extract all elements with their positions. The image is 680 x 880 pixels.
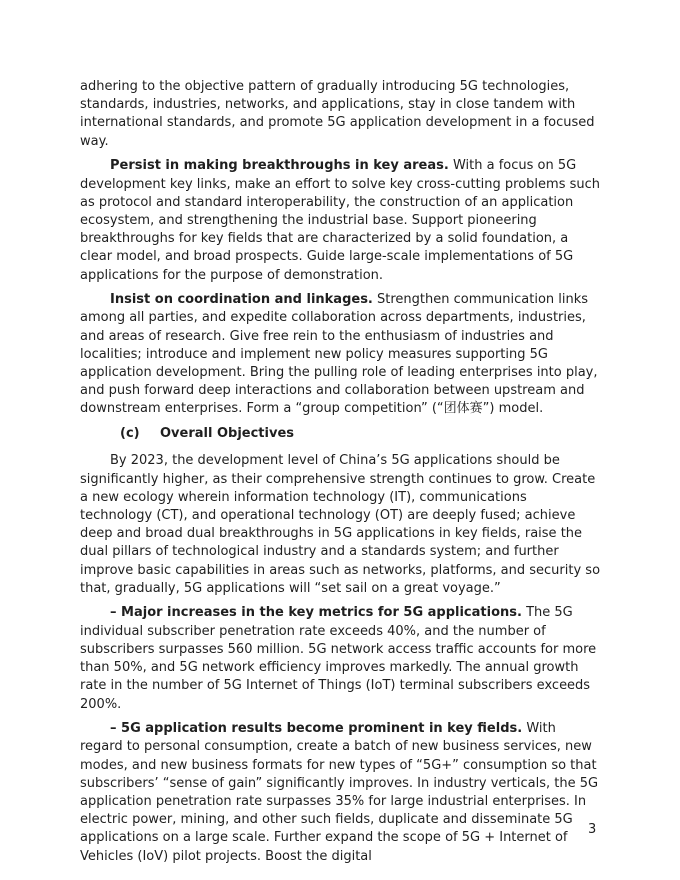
section-title: Overall Objectives [160, 426, 294, 442]
section-number: (c) [120, 426, 140, 442]
paragraph-key-areas [80, 157, 602, 284]
paragraph-key-metrics [80, 604, 602, 713]
page-body [80, 78, 602, 872]
paragraph-objectives: By 2023, the development level of China’s 5G applications should be significantly higher, as their comprehensive strength continues to grow. Create a new ecology wherein information technology (IT), communications technology (CT), and operational technology (OT) are deeply fused; achieve deep and broad dual breakthroughs in 5G applications in key fields, raise the dual pillars of technological industry and a standards system; and further improve basic capabilities in areas such as networks, platforms, and security so that, gradually, 5G applications will “set sail on a great voyage.” [80, 453, 601, 596]
paragraph-lead-key-metrics: – Major increases in the key metrics for 5G applications. [110, 605, 522, 621]
paragraph-continuation: adhering to the objective pattern of gradually introducing 5G technologies, standards, industries, networks, and applications, stay in close tandem with international standards, and promote 5G application development in a focused way. [80, 79, 595, 149]
paragraph-coordination [80, 291, 602, 418]
paragraph-key-fields [80, 720, 602, 866]
page-number: 3 [588, 822, 597, 837]
paragraph-body-key-metrics: The 5G individual subscriber penetration rate exceeds 40%, and the number of subscribers surpasses 560 million. 5G network access traffic accounts for more than 50%, and 5G network efficiency improves markedly. The annual growth rate in the number of 5G Internet of Things (IoT) terminal subscribers exceeds 200%. [80, 605, 597, 712]
paragraph-lead-key-areas: Persist in making breakthroughs in key areas. [110, 158, 449, 174]
paragraph-body-key-fields: With regard to personal consumption, create a batch of new business services, new modes, and new business formats for new types of “5G+” consumption so that subscribers’ “sense of gain” significantly improves. In industry verticals, the 5G application penetration rate surpasses 35% for large industrial enterprises. In electric power, mining, and other such fields, duplicate and disseminate 5G applications on a large scale. Further expand the scope of 5G + Internet of Vehicles (IoV) pilot projects. Boost the digital [80, 721, 599, 864]
section-heading [80, 425, 602, 443]
paragraph-lead-coordination: Insist on coordination and linkages. [110, 292, 373, 308]
paragraph-body-key-areas: With a focus on 5G development key links, make an effort to solve key cross-cutting problems such as protocol and standard interoperability, the construction of an application ecosystem, and strengthening the industrial base. Support pioneering breakthroughs for key fields that are characterized by a solid foundation, a clear model, and broad prospects. Guide large-scale implementations of 5G applications for the purpose of demonstration. [80, 158, 600, 283]
paragraph-body-coordination: Strengthen communication links among all parties, and expedite collaboration across departments, industries, and areas of research. Give free rein to the enthusiasm of industries and localities; introduce and implement new policy measures supporting 5G application development. Bring the pulling role of leading enterprises into play, and push forward deep interactions and collaboration between upstream and downstream enterprises. Form a “group competition” (“团体赛”) model. [80, 292, 598, 417]
paragraph-lead-key-fields: – 5G application results become prominent in key fields. [110, 721, 523, 737]
